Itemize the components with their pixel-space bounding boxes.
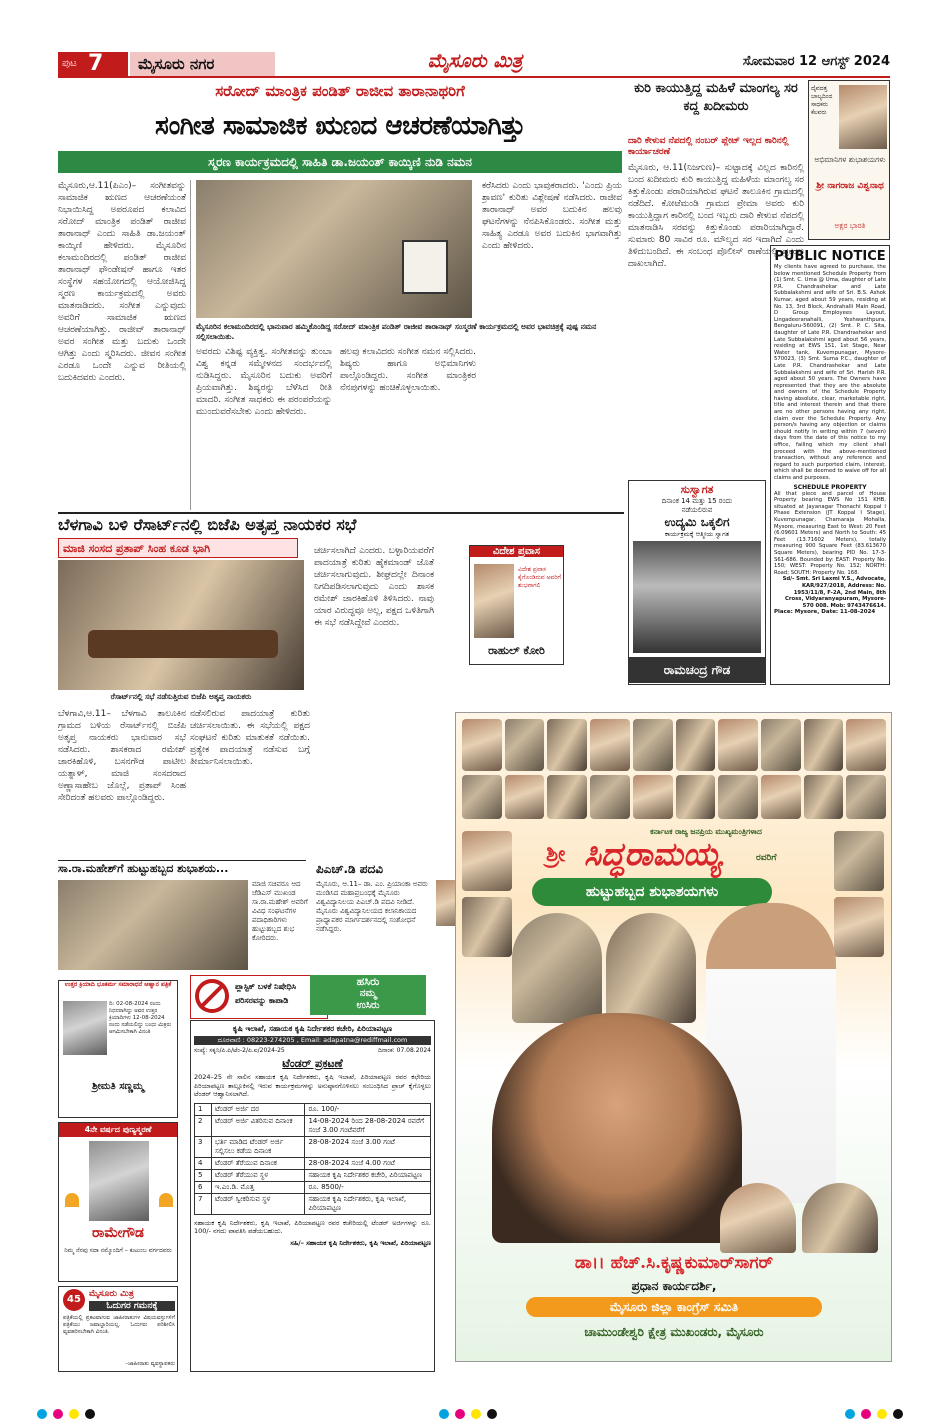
birthday-wish-text: ದೈವದತ್ತ ಬಾಲ್ಯದಿಂದ ಸಾಧಕರು ಕೆಲವರು — [811, 85, 833, 116]
tender-row-value: ರೂ. 8500/- — [305, 1181, 431, 1193]
tender-row-value: 14-08-2024 ರಿಂದ 28-08-2024 ರವರೆಗೆ ಸಂಜೆ 3.00 ಗಂಟೆವರೆಗೆ — [305, 1115, 431, 1136]
tender-office: ಕೃಷಿ ಇಲಾಖೆ, ಸಹಾಯಕ ಕೃಷಿ ನಿರ್ದೇಶಕರ ಕಚೇರಿ, ಪಿರಿಯಾಪಟ್ಟಣ — [232, 1024, 393, 1033]
tender-row-number: 7 — [195, 1193, 212, 1214]
birthday-ad — [455, 712, 892, 1362]
ad-sender-role: ಪ್ರಧಾನ ಕಾರ್ಯದರ್ಶಿ, — [631, 1279, 717, 1293]
anniversary-badge: 45 — [63, 1289, 85, 1311]
green-line2: ನಮ್ಮ — [359, 988, 377, 999]
birthday-portrait — [839, 85, 887, 149]
tender-row — [195, 1157, 431, 1169]
tender-notice — [190, 1020, 435, 1372]
videsha-title: ವಿದೇಶ ಪ್ರವಾಸ — [470, 546, 563, 557]
tender-row-number: 6 — [195, 1181, 212, 1193]
ad-bottom-portrait-1 — [720, 1183, 796, 1253]
public-notice-body: My clients have agreed to purchase, the below mentioned Schedule Property from (1) Smt. C. Uma @ Uma, daughter of Late P.R. Chandrashekar and Late Subbalakshmi and wife of Sri. B.S. Ashok Kumar, aged about 59 years, residing at No. 13, 3rd Block, Andrahalli Main Road, D Group Employees Layout, Lingadeeranahalli, Yeshwanthpura, Bengaluru-560091, (2) Smt. P. C. Sita, daughter of Late P.R. Chandrashekar and Late Subbalakshmi aged about 56 years, residing at EWS 151, 1st Stage, Near Water tank, Kuvempunagar, Mysore- 570023, (3) Smt. Suma P.C., daughter of Late P.R. Chandrashekar and Late Subbalakshmi and wife of Sri. Harish P.R. aged about 50 years. The Owners have represented that they are the absolute and owners of the Schedule Property having absolute, clear, marketable right, title and interest therein and that there are no other persons having any right, claim over the Schedule Property. Any person/s having any objection or claims should notify in writing within 7 (seven) days from the date of this notice to my office, failing which my client shall proceed with the above-mentioned transaction, without any reference and regard to such purported claim, interest, which shall be deemed to waive off for all claims and purposes. — [774, 264, 886, 481]
videsha-name: ರಾಹುಲ್ ಕೋರಿ — [488, 644, 545, 657]
tender-row-number: 5 — [195, 1169, 212, 1181]
no-plastic-line2: ಪರಿಸರವನ್ನು ಕಾಪಾಡಿ — [235, 996, 289, 1005]
page-number: 7 — [88, 51, 104, 76]
ad-sender-name: ಡಾ।। ಹೆಚ್.ಸಿ.ಕೃಷ್ಣಕುಮಾರ್‌ಸಾಗರ್ — [574, 1253, 774, 1273]
color-registration-center — [436, 1404, 500, 1423]
ad-name: ಸಿದ್ಧರಾಮಯ್ಯ — [584, 835, 722, 873]
obituary-box — [58, 980, 178, 1118]
tender-row-item: ಟೆಂಡರ್ ತೆರೆಯುವ ಸ್ಥಳ — [212, 1169, 305, 1181]
readers-masthead: ಮೈಸೂರು ಮಿತ್ರ — [89, 1289, 134, 1299]
tender-body: 2024–25 ನೇ ಸಾಲಿನ ಸಹಾಯಕ ಕೃಷಿ ನಿರ್ದೇಶಕರು, ಕೃಷಿ ಇಲಾಖೆ, ಪಿರಿಯಾಪಟ್ಟಣ ರವರ ಕಛೇರಿಯ ಪಿರಿಯಾಪಟ್ಟಣ ತಾಲ್ಲೂಕಿನಲ್ಲಿ ಇರುವ ಕಾರ್ಯಕ್ರಮಗಳನ್ನು ಅನುಷ್ಠಾನಗೊಳಿಸಲು ಸಂಬಂಧಿಸಿದ ಪ್ರಾಚ್ ಕೈಗೊಳ್ಳಲು ಟೆಂಡರ್ ಆಹ್ವಾನಿಸಲಾಗಿದೆ. — [194, 1073, 431, 1098]
tender-row-item: ಟೆಂಡರ್ ಅರ್ಜಿ ವಿತರಿಸುವ ದಿನಾಂಕ — [212, 1115, 305, 1136]
lead-photo-caption: ಮೈಸೂರಿನ ಕಲಾಮಂದಿರದಲ್ಲಿ ಭಾನುವಾರ ಹಮ್ಮಿಕೊಂಡಿದ್ದ ಸರೋದ್ ಮಾಂತ್ರಿಕ ಪಂಡಿತ್ ರಾಜೀವ ತಾರಾನಾಥ್ ಸಂಸ್ಮರಣೆ ಕಾರ್ಯಕ್ರಮದಲ್ಲಿ ಅವರ ಭಾವಚಿತ್ರಕ್ಕೆ ಪುಷ್ಪ ನಮನ ಸಲ್ಲಿಸಲಾಯಿತು. — [196, 322, 597, 341]
column-divider — [190, 180, 191, 510]
mangalya-body: ಮೈಸೂರು, ಆ.11(ನಿಜಗುಣ)– ಸುಟ್ಟಾದಕ್ಕೆ ವಿಲ್ಲದ ಕಾರಿನಲ್ಲಿ ಬಂದ ಖದೀಮರು ಕುರಿ ಕಾಯುತ್ತಿದ್ದ ಮಹಿಳೆಯ ಮಾಂಗಲ್ಯ ಸರ ಕಿತ್ತುಕೊಂಡು ಪರಾರಿಯಾಗಿರುವ ಘಟನೆ ತಾಲೂಕಿನ ಗ್ರಾಮದಲ್ಲಿ ನಡೆದಿದೆ. ಕೋಟೆಮಂಡಿ ಗ್ರಾಮದ ಪ್ರೇಮಾ ಅವರು ಕುರಿ ಕಾಯುತ್ತಿದ್ದಾಗ ಕಾರಿನಲ್ಲಿ ಬಂದ ಇಬ್ಬರು ದಾರಿ ಕೇಳುವ ನೆಪದಲ್ಲಿ ಮಾತನಾಡಿಸಿ ಸರವನ್ನು ಕಿತ್ತುಕೊಂಡು ಪರಾರಿಯಾಗಿದ್ದಾರೆ. ಸುಮಾರು 80 ಸಾವಿರ ರೂ. ಮೌಲ್ಯದ ಸರ ಇದಾಗಿದೆ ಎಂದು ತಿಳಿದುಬಂದಿದೆ. ಈ ಸಂಬಂಧ ಪೊಲೀಸ್ ಠಾಣೆಯಲ್ಲಿ ಪ್ರಕರಣ ದಾಖಲಾಗಿದೆ. — [628, 163, 804, 269]
readers-body: ಪತ್ರಿಕೆಯಲ್ಲಿ ಪ್ರಕಟವಾಗುವ ಜಾಹೀರಾತುಗಳ ವಿಷಯವಸ್ತುಗಳಿಗೆ ಪತ್ರಿಕೆಯು ಜವಾಬ್ದಾರಿಯಲ್ಲ. ಓದುಗರು ಪರಿಶೀಲಿಸಿ ವ್ಯವಹರಿಸಬೇಕಾಗಿ ವಿನಂತಿ. — [63, 1315, 175, 1335]
readers-sign: –ಜಾಹೀರಾತು ವ್ಯವಸ್ಥಾಪಕರು — [125, 1361, 175, 1367]
tender-row-number: 2 — [195, 1115, 212, 1136]
punyasmarane-portrait — [89, 1141, 149, 1221]
birthday-name: ಶ್ರೀ ನಾಗರಾಜ ವಿಶ್ವನಾಥ — [816, 181, 884, 191]
ad-wish: ಹುಟ್ಟುಹಬ್ಬದ ಶುಭಾಶಯಗಳು — [532, 878, 772, 906]
tender-row — [195, 1115, 431, 1136]
tender-row — [195, 1136, 431, 1157]
tender-row-value: 28-08-2024 ಸಂಜೆ 4.00 ಗಂಟೆ — [305, 1157, 431, 1169]
schedule-title: SCHEDULE PROPERTY — [793, 483, 867, 491]
green-line1: ಹಸಿರು — [356, 975, 380, 988]
videsha-ad — [469, 545, 564, 665]
ad-kicker: ಕರ್ನಾಟಕ ರಾಜ್ಯ ಜನಪ್ರಿಯ ಮುಖ್ಯಮಂತ್ರಿಗಳಾದ — [650, 827, 762, 836]
punyasmarane-lamp-right — [159, 1193, 173, 1207]
tender-row-item: ಟೆಂಡರ್ ತೆರೆಯುವ ದಿನಾಂಕ — [212, 1157, 305, 1169]
punyasmarane-box — [58, 1122, 178, 1282]
no-plastic-line1: ಪ್ಲಾಸ್ಟಿಕ್ ಬಳಕೆ ನಿಷೇಧಿಸಿ — [235, 982, 297, 991]
ad-portrait-left-1 — [462, 831, 512, 891]
ad-portrait-left-2 — [462, 897, 512, 957]
ad-portrait-right-2 — [834, 897, 884, 957]
videsha-portrait — [474, 564, 514, 638]
lead-column-3: ಹಲವು ಕಲಾವಿದರು ಸಂಗೀತ ನಮನ ಸಲ್ಲಿಸಿದರು. ಶಿಷ್ಯರು ಹಾಗೂ ಅಭಿಮಾನಿಗಳು ಪಾಲ್ಗೊಂಡಿದ್ದರು. ಸಂಗೀತ ಮಾಂತ್ರಿಕರ ನೆನಪುಗಳನ್ನು ಹಂಚಿಕೊಳ್ಳಲಾಯಿತು. — [340, 347, 476, 393]
tender-row — [195, 1169, 431, 1181]
page-label: ಪುಟ — [62, 58, 77, 69]
tender-row-number: 3 — [195, 1136, 212, 1157]
obituary-header: ಉತ್ತರ ಕ್ರಿಯಾದಿ ಭೂಕರ್ಮ ಸಮಾರಾಧನೆ ಆಹ್ವಾನ ಪತ್ರಿಕೆ — [64, 981, 172, 988]
susvagata-line1: ದಿನಾಂಕ 14 ಮತ್ತು 15 ರಂದು — [661, 497, 733, 505]
ad-sender-org: ಮೈಸೂರು ಜಿಲ್ಲಾ ಕಾಂಗ್ರೆಸ್ ಸಮಿತಿ — [526, 1297, 822, 1317]
mahesh-body: ಮಾಜಿ ಸಚಿವರೂ ಆದ ಜೆಡಿಎಸ್ ಮುಖಂಡ ಸಾ.ರಾ.ಮಹೇಶ್ ಅವರಿಗೆ ವಿವಿಧ ಸಂಘಟನೆಗಳ ಪದಾಧಿಕಾರಿಗಳು ಹುಟ್ಟುಹಬ್ಬದ ಶುಭ ಕೋರಿದರು. — [252, 880, 308, 942]
tender-row-value: ಸಹಾಯಕ ಕೃಷಿ ನಿರ್ದೇಶಕರ ಕಚೇರಿ, ಪಿರಿಯಾಪಟ್ಟಣ — [305, 1169, 431, 1181]
leaders-row-1 — [462, 719, 886, 771]
susvagata-portrait — [633, 541, 761, 653]
tender-footer: ಸಹಾಯಕ ಕೃಷಿ ನಿರ್ದೇಶಕರು, ಕೃಷಿ ಇಲಾಖೆ, ಪಿರಿಯಾಪಟ್ಟಣ ರವರ ಕಚೇರಿಯಲ್ಲಿ ಟೆಂಡರ್ ಅರ್ಜಿಗಳನ್ನು ರೂ. 100/- ನಗದು ಪಾವತಿಸಿ ಪಡೆಯಬಹುದು. — [194, 1218, 431, 1235]
susvagata-line3: ಉದ್ಯಮಿ ಒಕ್ಕಲಿಗ — [664, 515, 730, 529]
susvagata-ad — [628, 480, 766, 685]
tender-row-value: 28-08-2024 ಸಂಜೆ 3.00 ಗಂಟೆ — [305, 1136, 431, 1157]
susvagata-name: ರಾಮಚಂದ್ರ ಗೌಡ — [629, 657, 765, 683]
susvagata-line4: ಕಾರ್ಯಕ್ರಮಕ್ಕೆ ಆತ್ಮೀಯ ಸ್ವಾಗತ — [664, 530, 730, 538]
color-registration-left — [34, 1404, 98, 1423]
tender-row-item: ಟೆಂಡರ್ ಸ್ವೀಕರಿಸುವ ಸ್ಥಳ — [212, 1193, 305, 1214]
ad-group-portrait-2 — [606, 913, 696, 1023]
ad-suffix: ರವರಿಗೆ — [756, 853, 777, 863]
videsha-body: ವಿದೇಶ ಪ್ರವಾಸ ಕೈಗೊಂಡಿರುವ ಅವರಿಗೆ ಶುಭವಾಗಲಿ — [518, 566, 562, 589]
no-plastic-banner — [190, 975, 328, 1019]
readers-notice — [58, 1286, 178, 1372]
phd-title: ಪಿಎಚ್.ಡಿ ಪದವಿ — [316, 862, 383, 876]
page-label-badge — [58, 52, 128, 76]
readers-title: ಓದುಗರ ಗಮನಕ್ಕೆ — [89, 1301, 175, 1311]
phd-body: ಮೈಸೂರು, ಆ.11– ಡಾ. ಎಂ. ಪ್ರಿಯಾಂಕಾ ಅವರು ಮಂಡಿಸಿದ ಮಹಾಪ್ರಬಂಧಕ್ಕೆ ಮೈಸೂರು ವಿಶ್ವವಿದ್ಯಾನಿಲಯ ಪಿಎಚ್.ಡಿ ಪದವಿ ನೀಡಿದೆ. ಮೈಸೂರು ವಿಶ್ವವಿದ್ಯಾನಿಲಯದ ಕಲಾನಿಕಾಯದ ಪ್ರಾಧ್ಯಾಪಕರ ಮಾರ್ಗದರ್ಶನದಲ್ಲಿ ಸಂಶೋಧನೆ ನಡೆಸಿದ್ದರು. — [316, 880, 428, 933]
schedule-body: All that piece and parcel of House Property bearing EWS No 151 KHB, situated at Jayanagar Thonachi Koppal I Phase Extension (JT Koppal I Stage), Kuvempunagar, Chamaraja Mohalla, Mysore, measuring East to West: 20 Feet (6.09601 Meters) and North to South: 45 Feet (13.71602 Meters), totally measuring 900 Square Feet (83.613670 Square Meters), bearing PID No. 17-3-S61-686. Bounded by: EAST: Property No. 150; WEST: Property No. 152; NORTH: Road; SOUTH: Property No. 168. — [774, 490, 886, 576]
punyasmarane-header: 4ನೇ ವರ್ಷದ ಪುಣ್ಯಸ್ಮರಣೆ — [59, 1123, 177, 1137]
ad-sri: ಶ್ರೀ — [546, 841, 566, 867]
birthday-wish-box — [808, 80, 890, 240]
advocate-sign: Sd/- Smt. Sri Laxmi Y.S., Advocate, KAR/927/2018, Address: No. 1953/11/8, F-2A, 2nd Main, 8th Cross, Vidyaranyapuram, Mysore-570 008. Mob: 9743476614. — [782, 576, 886, 609]
tender-row — [195, 1193, 431, 1214]
tender-ref: ಸಂಖ್ಯೆ: ಸಕೃನಿ/ಪಿ.ಪಿ/ಟೆಂ-2/ಪಿ.ಐ/2024-25 — [194, 1047, 285, 1054]
belagavi-photo — [58, 560, 304, 690]
mahesh-photo — [58, 880, 248, 970]
public-notice — [770, 245, 890, 685]
mangalya-headline: ಕುರಿ ಕಾಯುತ್ತಿದ್ದ ಮಹಿಳೆ ಮಾಂಗಲ್ಯ ಸರ ಕದ್ದ ಖದೀಮರು — [634, 81, 798, 114]
susvagata-title: ಸುಸ್ವಾಗತ — [680, 483, 714, 496]
obituary-name: ಶ್ರೀಮತಿ ಸಣ್ಣಮ್ಮ — [92, 1081, 144, 1092]
birthday-wish-text-2: ಅಭಿಮಾನಿಗಳ ಶುಭಾಶಯಗಳು — [814, 155, 886, 164]
tender-row-item: ಟೆಂಡರ್ ಅರ್ಜಿ ದರ — [212, 1103, 305, 1115]
tender-contact: ದೂರವಾಣಿ : 08223-274205 , Email: adapatna@rediffmail.com — [194, 1036, 431, 1045]
belagavi-body: ಬೆಳಗಾವಿ,ಆ.11– ಬೆಳಗಾವಿ ತಾಲೂಕಿನ ಗ್ರಾಮದ ಬಳಿಯ ರೆಸಾರ್ಟ್‌ನಲ್ಲಿ ಬಿಜೆಪಿ ಅತೃಪ್ತ ನಾಯಕರು ಭಾನುವಾರ ಸಭೆ ನಡೆಸಿದರು. ಶಾಸಕರಾದ ರಮೇಶ್ ಜಾರಕಿಹೊಳಿ, ಬಸನಗೌಡ ಪಾಟೀಲ ಯತ್ನಾಳ್, ಮಾಜಿ ಸಂಸದರಾದ ಅಣ್ಣಾಸಾಹೇಬ ಜೊಲ್ಲೆ, ಪ್ರತಾಪ್ ಸಿಂಹ ಸೇರಿದಂತೆ ಹಲವರು ಪಾಲ್ಗೊಂಡಿದ್ದರು. — [58, 709, 186, 803]
public-notice-title: PUBLIC NOTICE — [774, 249, 886, 264]
mahesh-title: ಸಾ.ರಾ.ಮಹೇಶ್‌ಗೆ ಹುಟ್ಟುಹಬ್ಬದ ಶುಭಾಶಯ... — [58, 862, 229, 875]
section-name: ಮೈಸೂರು ನಗರ — [130, 52, 275, 76]
tender-row-number: 4 — [195, 1157, 212, 1169]
color-registration-right — [842, 1404, 906, 1423]
lead-column-4: ಕರೆಸಿದರು ಎಂದು ಭಾವುಕರಾದರು. 'ಎಂದು ಪ್ರಿಯ ಶ್ರಾವಣ' ಕುರಿತು ವಿಶ್ಲೇಷಣೆ ನಡೆಸಿದರು. ರಾಜೀವ ತಾರಾನಾಥ್ ಅವರ ಬದುಕಿನ ಹಲವು ಘಟನೆಗಳನ್ನು ನೆನಪಿಸಿಕೊಂಡರು. ಸಂಗೀತ ಮತ್ತು ಸಾಹಿತ್ಯ ಎರಡೂ ಅವರ ಬದುಕಿನ ಭಾಗವಾಗಿತ್ತು ಎಂದು ಹೇಳಿದರು. — [482, 181, 622, 251]
tender-row-number: 1 — [195, 1103, 212, 1115]
leaders-row-2 — [462, 775, 886, 819]
obituary-body: ದಿ: 02-08-2024 ರಂದು ನಿಧನರಾಗಿದ್ದು ಅವರ ಉತ್ತರ ಕ್ರಿಯಾದಿಗಳು 12-08-2024 ರಂದು ನಡೆಯಲಿದ್ದು ಬಂಧು ಮಿತ್ರರು ಆಗಮಿಸಬೇಕಾಗಿ ವಿನಂತಿ — [109, 1001, 172, 1035]
lead-column-1: ಮೈಸೂರು,ಆ.11(ಪಿಎಂ)– ಸಂಗೀತವನ್ನು ಸಾಮಾಜಿಕ ಋಣದ ಆಚರಣೆಯಂತೆ ನಿಭಾಯಿಸಿದ್ದ ಅಪರೂಪದ ಕಲಾವಿದ ಸರೋದ್ ಮಾಂತ್ರಿಕ ಪಂಡಿತ್ ರಾಜೀವ ತಾರಾನಾಥ್ ಎಂದು ಸಾಹಿತಿ ಡಾ.ಜಯಂತ್ ಕಾಯ್ಕಿಣಿ ಹೇಳಿದರು. ಮೈಸೂರಿನ ಕಲಾಮಂದಿರದಲ್ಲಿ ಪಂಡಿತ್ ರಾಜೀವ ತಾರಾನಾಥ್ ಫೌಂಡೇಷನ್ ಹಾಗೂ ಇತರ ಸಂಸ್ಥೆಗಳ ಸಹಯೋಗದಲ್ಲಿ ಆಯೋಜಿಸಿದ್ದ ಸ್ಮರಣ ಕಾರ್ಯಕ್ರಮದಲ್ಲಿ ಅವರು ಮಾತನಾಡಿದರು. ಸಂಗೀತ ಎನ್ನುವುದು ಅವರಿಗೆ ಸಾಮಾಜಿಕ ಋಣದ ಆಚರಣೆಯಾಗಿತ್ತು. ರಾಜೀವ್ ತಾರಾನಾಥ್ ಅವರ ಸಂಗೀತ ಮತ್ತು ಬದುಕು ಒಂದೇ ಆಗಿತ್ತು ಎಂದು ಸ್ಮರಿಸಿದರು. ಜೀವನ ಸಂಗೀತ ಎರಡೂ ಒಂದೇ ಎನ್ನುವ ರೀತಿಯಲ್ಲಿ ಬದುಕಿದವರು ಎಂದರು. — [58, 181, 186, 383]
belagavi-strap: ಮಾಜಿ ಸಂಸದ ಪ್ರತಾಪ್ ಸಿಂಹ ಕೂಡ ಭಾಗಿ — [58, 538, 298, 558]
lead-column-2: ಅವರದು ವಿಶಿಷ್ಟ ವ್ಯಕ್ತಿತ್ವ. ಸಂಗೀತವನ್ನು ತುಂಬಾ ವಿಶ್ವ ಕನ್ನಡ ಸಮ್ಮೇಳನದ ಸಂದರ್ಭದಲ್ಲಿ ನುಡಿಸಿದ್ದರು. ಮೈಸೂರಿನ ಬದುಕು ಅವರಿಗೆ ಪ್ರಿಯವಾಗಿತ್ತು. ಶಿಷ್ಯರನ್ನು ಬೆಳೆಸಿದ ರೀತಿ ಮಾದರಿ. ಸಂಗೀತ ಸಾಧಕರು ಈ ಪರಂಪರೆಯನ್ನು ಮುಂದುವರೆಸಬೇಕು ಎಂದು ಹೇಳಿದರು. — [196, 347, 332, 417]
belagavi-headline: ಬೆಳಗಾವಿ ಬಳಿ ರೆಸಾರ್ಟ್‌ನಲ್ಲಿ ಬಿಜೆಪಿ ಅತೃಪ್ತ ನಾಯಕರ ಸಭೆ — [58, 515, 357, 534]
belagavi-body-3: ಚರ್ಚಿಸಲಾಗಿದೆ ಎಂದರು. ಬಳ್ಳಾರಿಯವರೆಗೆ ಪಾದಯಾತ್ರೆ ಕುರಿತು ಹೈಕಮಾಂಡ್ ಜೊತೆ ಚರ್ಚಿಸಲಾಗುವುದು. ಶೀಘ್ರದಲ್ಲೇ ದಿನಾಂಕ ನಿಗದಿಪಡಿಸಲಾಗುವುದು ಎಂದು ಶಾಸಕ ರಮೇಶ್ ಜಾರಕಿಹೊಳಿ ತಿಳಿಸಿದರು. ನಾವು ಯಾರ ವಿರುದ್ಧವೂ ಅಲ್ಲ, ಪಕ್ಷದ ಒಳಿತಿಗಾಗಿ ಈ ಸಭೆ ನಡೆಸಿದ್ದೇವೆ ಎಂದರು. — [314, 546, 434, 628]
notice-place-date: Place: Mysore, Date: 11-08-2024 — [774, 609, 876, 616]
issue-date: ಸೋಮವಾರ 12 ಆಗಸ್ಟ್ 2024 — [742, 54, 890, 69]
meeting-table — [88, 630, 278, 658]
tender-sign: ಸಹಿ/– ಸಹಾಯಕ ಕೃಷಿ ನಿರ್ದೇಶಕರು, ಕೃಷಿ ಇಲಾಖೆ, ಪಿರಿಯಾಪಟ್ಟಣ — [290, 1238, 431, 1247]
tender-table — [194, 1103, 431, 1215]
ad-sender-place: ಚಾಮುಂಡೇಶ್ವರಿ ಕ್ಷೇತ್ರ ಮುಖಂಡರು, ಮೈಸೂರು — [584, 1325, 764, 1339]
masthead-logo: ಮೈಸೂರು ಮಿತ್ರ — [427, 50, 523, 72]
tender-row — [195, 1181, 431, 1193]
birthday-from: ಅಕ್ಷರ ಭಾರತಿ — [834, 221, 866, 230]
tender-ref-date: ದಿನಾಂಕ: 07.08.2024 — [378, 1047, 431, 1054]
mangalya-strap: ದಾರಿ ಕೇಳುವ ನೆಪದಲ್ಲಿ ನಂಬರ್ ಪ್ಲೇಟ್ ಇಲ್ಲದ ಕಾರಿನಲ್ಲಿ ಕಾರ್ಯಾಚರಣೆ — [628, 136, 789, 157]
belagavi-body-2: ನಡೆಸಲಿರುವ ಪಾದಯಾತ್ರೆ ಕುರಿತು ಚರ್ಚಿಸಲಾಯಿತು. ಈ ಸಭೆಯಲ್ಲಿ ಪಕ್ಷದ ಸಂಘಟನೆ ಕುರಿತು ಮಾತುಕತೆ ನಡೆಯಿತು. ಪ್ರತ್ಯೇಕ ಪಾದಯಾತ್ರೆ ನಡೆಸುವ ಬಗ್ಗೆ ತೀರ್ಮಾನಿಸಲಾಯಿತು. — [190, 709, 310, 767]
ad-bottom-portrait-2 — [802, 1183, 878, 1253]
section-rule-2 — [58, 860, 306, 861]
punyasmarane-body: ನಿಮ್ಮ ನೆನಪು ಸದಾ ನಮ್ಮೊಂದಿಗೆ – ಕುಟುಂಬ ವರ್ಗದವರು — [64, 1247, 172, 1254]
obituary-portrait — [63, 1001, 107, 1055]
ad-group-portrait-1 — [512, 913, 602, 1023]
tender-row-value: ಸಹಾಯಕ ಕೃಷಿ ನಿರ್ದೇಶಕರು, ಕೃಷಿ ಇಲಾಖೆ, ಪಿರಿಯಾಪಟ್ಟಣ — [305, 1193, 431, 1214]
belagavi-photo-caption: ರೆಸಾರ್ಟ್‌ನಲ್ಲಿ ಸಭೆ ನಡೆಸುತ್ತಿರುವ ಬಿಜೆಪಿ ಅತೃಪ್ತ ನಾಯಕರು — [110, 692, 252, 701]
page-header — [0, 0, 945, 80]
tender-row-item: ಇ.ಎಂ.ಡಿ. ಮೊತ್ತ — [212, 1181, 305, 1193]
no-plastic-icon — [195, 979, 229, 1013]
header-rule — [58, 76, 890, 78]
ad-sender-portrait — [492, 1013, 742, 1243]
tender-title: ಟೆಂಡರ್ ಪ್ರಕಟಣೆ — [282, 1057, 343, 1070]
lead-photo — [196, 180, 472, 318]
portrait-frame — [402, 240, 448, 294]
lead-headline: ಸಂಗೀತ ಸಾಮಾಜಿಕ ಋಣದ ಆಚರಣೆಯಾಗಿತ್ತು — [154, 111, 526, 141]
lead-strap: ಸ್ಮರಣ ಕಾರ್ಯಕ್ರಮದಲ್ಲಿ ಸಾಹಿತಿ ಡಾ.ಜಯಂತ್ ಕಾಯ್ಕಿಣಿ ನುಡಿ ನಮನ — [58, 151, 622, 173]
susvagata-line2: ನಡೆಯಲಿರುವ — [681, 506, 713, 514]
ad-portrait-right-1 — [834, 831, 884, 891]
tender-row — [195, 1103, 431, 1115]
tender-row-item: ಭರ್ತಿ ಮಾಡಿದ ಟೆಂಡರ್ ಅರ್ಜಿ ಸಲ್ಲಿಸಲು ಕಡೆಯ ದಿನಾಂಕ — [212, 1136, 305, 1157]
punyasmarane-name: ರಾಮೇಗೌಡ — [92, 1225, 144, 1241]
green-banner — [310, 975, 426, 1015]
punyasmarane-lamp-left — [65, 1193, 79, 1207]
lead-kicker: ಸರೋದ್ ಮಾಂತ್ರಿಕ ಪಂಡಿತ್ ರಾಜೀವ ತಾರಾನಾಥರಿಗೆ — [215, 82, 465, 100]
tender-row-value: ರೂ. 100/- — [305, 1103, 431, 1115]
green-line3: ಉಸಿರು — [356, 1000, 380, 1011]
